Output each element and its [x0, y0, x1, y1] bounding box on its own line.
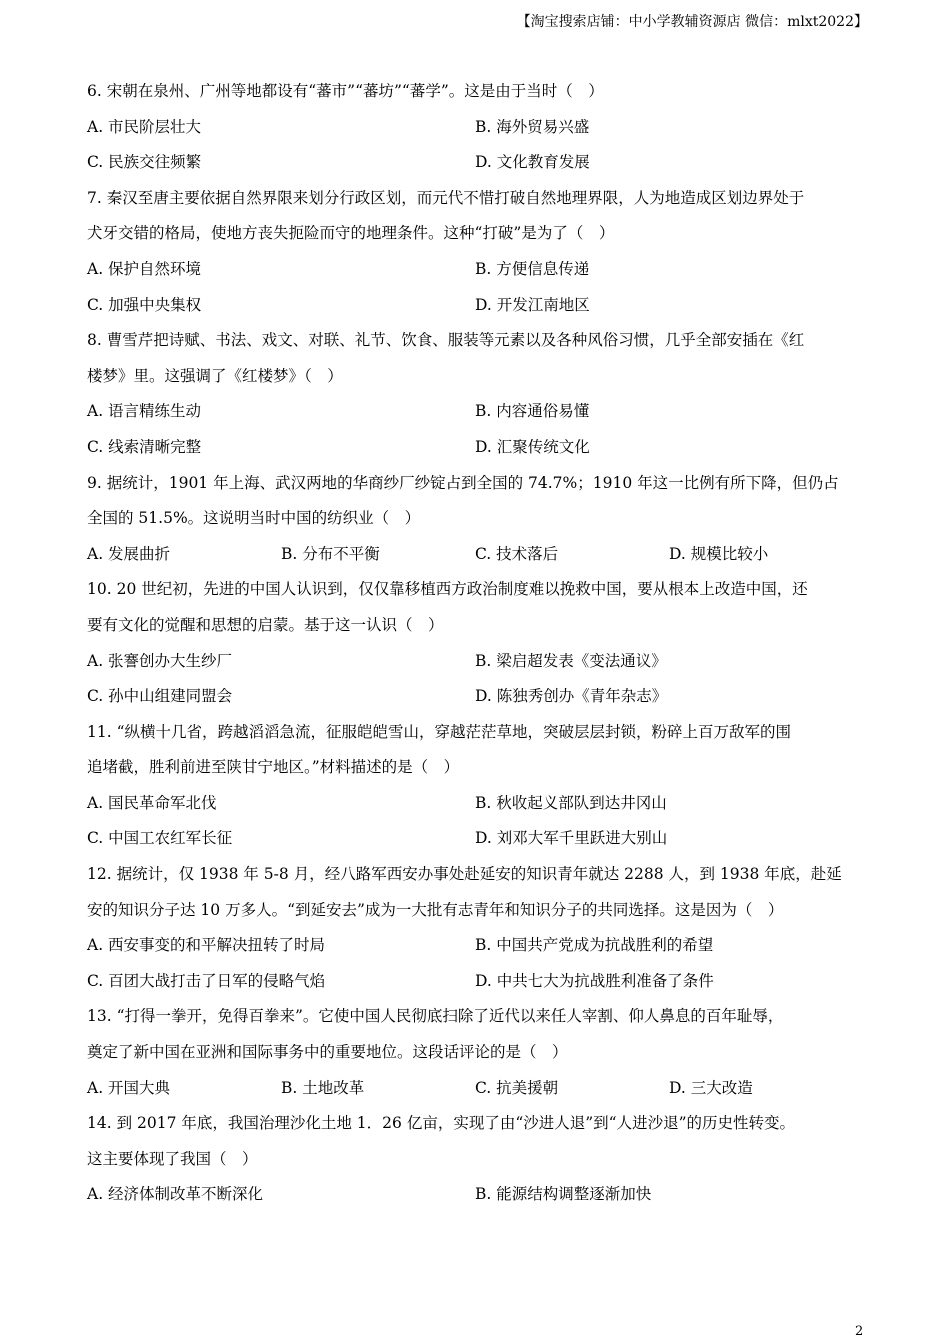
- question-13-stem-line-2: 奠定了新中国在亚洲和国际事务中的重要地位。这段话评论的是（ ）: [87, 1043, 568, 1062]
- question-10-option-a: A. 张謇创办大生纱厂: [87, 651, 233, 670]
- question-6-option-d: D. 文化教育发展: [475, 153, 590, 172]
- question-11-options-row-2: [87, 821, 867, 857]
- question-12-option-a: A. 西安事变的和平解决扭转了时局: [87, 936, 326, 955]
- question-6-options-row-1: [87, 110, 867, 146]
- question-10-stem-line-2: 要有文化的觉醒和思想的启蒙。基于这一认识（ ）: [87, 615, 444, 634]
- question-13-options-row: [87, 1071, 867, 1107]
- question-7-options-row-1: [87, 252, 867, 288]
- question-12-stem-line-1: 12. 据统计，仅 1938 年 5-8 月，经八路军西安办事处赴延安的知识青年就达 2288 人，到 1938 年底，赴延: [87, 865, 842, 884]
- question-9-option-a: A. 发展曲折: [87, 544, 171, 563]
- question-12-options-row-2: [87, 964, 867, 1000]
- question-14-stem-line-1: 14. 到 2017 年底，我国治理沙化土地 1．26 亿亩，实现了由“沙进人退”到“人进沙退”的历史性转变。: [87, 1114, 796, 1133]
- question-11-option-d: D. 刘邓大军千里跃进大别山: [475, 829, 668, 848]
- question-14-option-a: A. 经济体制改革不断深化: [87, 1185, 264, 1204]
- question-9-option-c: C. 技术落后: [475, 544, 559, 563]
- question-7-option-c: C. 加强中央集权: [87, 295, 202, 314]
- question-13-stem-line-1: 13. “打得一拳开，免得百拳来”。它使中国人民彻底扫除了近代以来任人宰割、仰人鼻息的百年耻辱，: [87, 1007, 784, 1026]
- question-11-option-c: C. 中国工农红军长征: [87, 829, 233, 848]
- page-number: 2: [855, 1324, 864, 1339]
- question-10-option-d: D. 陈独秀创办《青年杂志》: [475, 687, 668, 706]
- question-12-options-row-1: [87, 928, 867, 964]
- question-12-stem-line-2: 安的知识分子达 10 万多人。“到延安去”成为一大批有志青年和知识分子的共同选择。这是因为（ ）: [87, 900, 784, 919]
- question-8-option-d: D. 汇聚传统文化: [475, 437, 590, 456]
- question-9-stem-line-1: 9. 据统计，1901 年上海、武汉两地的华商纱厂纱锭占到全国的 74.7%；1910 年这一比例有所下降，但仍占: [87, 473, 839, 492]
- question-10-options-row-2: [87, 679, 867, 715]
- question-6-stem: 6. 宋朝在泉州、广州等地都设有“蕃市”“蕃坊”“蕃学”。这是由于当时（ ）: [87, 82, 604, 100]
- question-13-option-c: C. 抗美援朝: [475, 1078, 559, 1097]
- question-7-option-a: A. 保护自然环境: [87, 259, 202, 278]
- question-8-options-row-1: [87, 394, 867, 430]
- question-14-options-row-1: [87, 1177, 867, 1213]
- question-8-stem-line-1: 8. 曹雪芹把诗赋、书法、戏文、对联、礼节、饮食、服装等元素以及各种风俗习惯，几乎全部安插在《红: [87, 331, 805, 350]
- question-6-options-row-2: [87, 145, 867, 181]
- question-9-option-b: B. 分布不平衡: [281, 544, 380, 563]
- question-11-stem-line-2: 追堵截，胜利前进至陕甘宁地区。”材料描述的是（ ）: [87, 758, 460, 777]
- question-10-option-c: C. 孙中山组建同盟会: [87, 687, 233, 706]
- question-10-options-row-1: [87, 644, 867, 680]
- question-8-stem-line-2: 楼梦》里。这强调了《红楼梦》（ ）: [87, 366, 343, 385]
- question-6-option-c: C. 民族交往频繁: [87, 153, 202, 172]
- question-12-option-b: B. 中国共产党成为抗战胜利的希望: [475, 936, 714, 955]
- page-header-watermark: 【淘宝搜索店铺：中小学教辅资源店 微信：mlxt2022】: [516, 14, 868, 30]
- question-13-option-d: D. 三大改造: [669, 1078, 753, 1097]
- question-10-stem-line-1: 10. 20 世纪初，先进的中国人认识到，仅仅靠移植西方政治制度难以挽救中国，要从根本上改造中国，还: [87, 580, 808, 599]
- question-8-option-c: C. 线索清晰完整: [87, 437, 202, 456]
- question-14-stem-line-2: 这主要体现了我国（ ）: [87, 1149, 258, 1168]
- question-7-stem-line-2: 犬牙交错的格局，使地方丧失扼险而守的地理条件。这种“打破”是为了（ ）: [87, 224, 615, 243]
- question-11-option-a: A. 国民革命军北伐: [87, 793, 217, 812]
- question-9-stem-line-2: 全国的 51.5%。这说明当时中国的纺织业（ ）: [87, 509, 421, 528]
- question-6-option-a: A. 市民阶层壮大: [87, 117, 202, 136]
- question-13-option-b: B. 土地改革: [281, 1078, 365, 1097]
- question-11-options-row-1: [87, 786, 867, 822]
- question-6-option-b: B. 海外贸易兴盛: [475, 117, 590, 136]
- question-8-option-a: A. 语言精练生动: [87, 402, 202, 421]
- question-12-option-c: C. 百团大战打击了日军的侵略气焰: [87, 971, 326, 990]
- question-10-option-b: B. 梁启超发表《变法通议》: [475, 651, 667, 670]
- question-8-options-row-2: [87, 430, 867, 466]
- question-14-option-b: B. 能源结构调整逐渐加快: [475, 1185, 652, 1204]
- question-9-options-row: [87, 537, 867, 573]
- question-8-option-b: B. 内容通俗易懂: [475, 402, 590, 421]
- question-13-option-a: A. 开国大典: [87, 1078, 171, 1097]
- question-11-stem-line-1: 11. “纵横十几省，跨越滔滔急流，征服皑皑雪山，穿越茫茫草地，突破层层封锁，粉碎上百万敌军的围: [87, 722, 792, 741]
- question-list: [87, 74, 867, 1213]
- question-9-option-d: D. 规模比较小: [669, 544, 769, 563]
- question-11-option-b: B. 秋收起义部队到达井冈山: [475, 793, 667, 812]
- question-7-option-b: B. 方便信息传递: [475, 259, 590, 278]
- question-7-stem-line-1: 7. 秦汉至唐主要依据自然界限来划分行政区划，而元代不惜打破自然地理界限，人为地造成区划边界处于: [87, 188, 805, 207]
- question-12-option-d: D. 中共七大为抗战胜利准备了条件: [475, 971, 714, 990]
- question-7-options-row-2: [87, 288, 867, 324]
- question-7-option-d: D. 开发江南地区: [475, 295, 590, 314]
